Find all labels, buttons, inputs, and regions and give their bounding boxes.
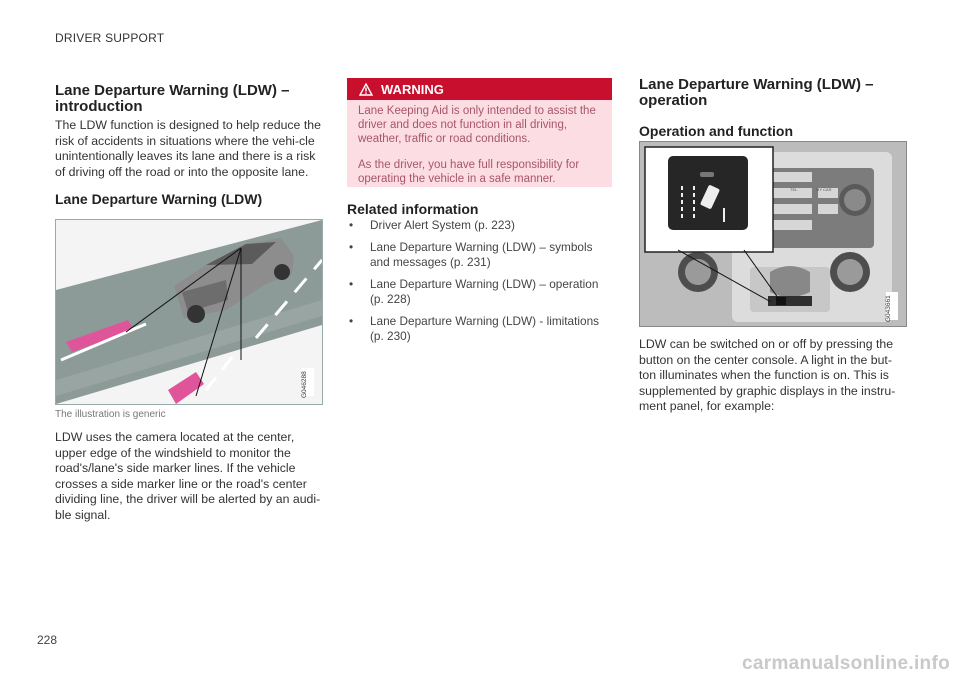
intro-title: Lane Departure Warning (LDW) – introduction (55, 82, 290, 115)
related-link[interactable]: Lane Departure Warning (LDW) – operation (p. 228) (370, 277, 599, 306)
list-bullet: • (349, 240, 354, 254)
console-illustration (639, 141, 907, 327)
section-header: DRIVER SUPPORT (55, 31, 165, 45)
warning-text-2: As the driver, you have full responsibility for operating the vehicle in a safe manner. (358, 159, 580, 185)
related-item[interactable] (347, 314, 612, 344)
figure-code: G043661 (885, 295, 892, 322)
warning-header (347, 78, 612, 100)
warning-triangle-icon (359, 83, 373, 96)
warning-label: WARNING (381, 81, 444, 97)
ldw-subtitle: Lane Departure Warning (LDW) (55, 191, 263, 208)
watermark: carmanualsonline.info (742, 653, 950, 674)
operation-subtitle: Operation and function (639, 123, 793, 139)
related-link[interactable]: Driver Alert System (p. 223) (370, 218, 515, 232)
related-title: Related information (347, 201, 479, 217)
list-bullet: • (349, 218, 354, 232)
figure-code: G046288 (301, 371, 308, 398)
console-label-tel: TEL (790, 187, 798, 192)
road-illustration (55, 219, 323, 405)
related-item[interactable] (347, 240, 612, 270)
center-console-image (640, 142, 906, 326)
related-item[interactable] (347, 218, 612, 233)
console-label-mycar: MY CAR (816, 187, 832, 192)
car-on-road-image (56, 220, 322, 404)
ldw-description: LDW uses the camera located at the center, upper edge of the windshield to monitor the road's/lane's side marker lines. If the vehicle crosses a side marker line or the road's center dividing line, the driver will be alerted by an audi-ble signal. (55, 430, 321, 522)
operation-description: LDW can be switched on or off by pressing the button on the center console. A light in the but-ton illuminates when the function is on. This is supplemented by graphic displays in the instru-ment panel, for example: (639, 337, 896, 414)
left-column (55, 83, 325, 207)
figure-caption: The illustration is generic (55, 409, 166, 420)
page-number: 228 (37, 633, 58, 647)
operation-title: Lane Departure Warning (LDW) – operation (639, 76, 874, 109)
warning-text-1: Lane Keeping Aid is only intended to assist the driver and does not function in all driving, weather, traffic or road conditions. (358, 105, 596, 145)
warning-box (347, 78, 612, 187)
list-bullet: • (349, 314, 354, 328)
related-list (347, 218, 612, 351)
intro-paragraph: The LDW function is designed to help reduce the risk of accidents in situations where the vehi-cle unintentionally leaves its lane and there is a risk of driving off the road or into the opposite lane. (55, 118, 321, 179)
list-bullet: • (349, 277, 354, 291)
related-item[interactable] (347, 277, 612, 307)
related-link[interactable]: Lane Departure Warning (LDW) – symbols and messages (p. 231) (370, 240, 593, 269)
related-link[interactable]: Lane Departure Warning (LDW) - limitations (p. 230) (370, 314, 600, 343)
